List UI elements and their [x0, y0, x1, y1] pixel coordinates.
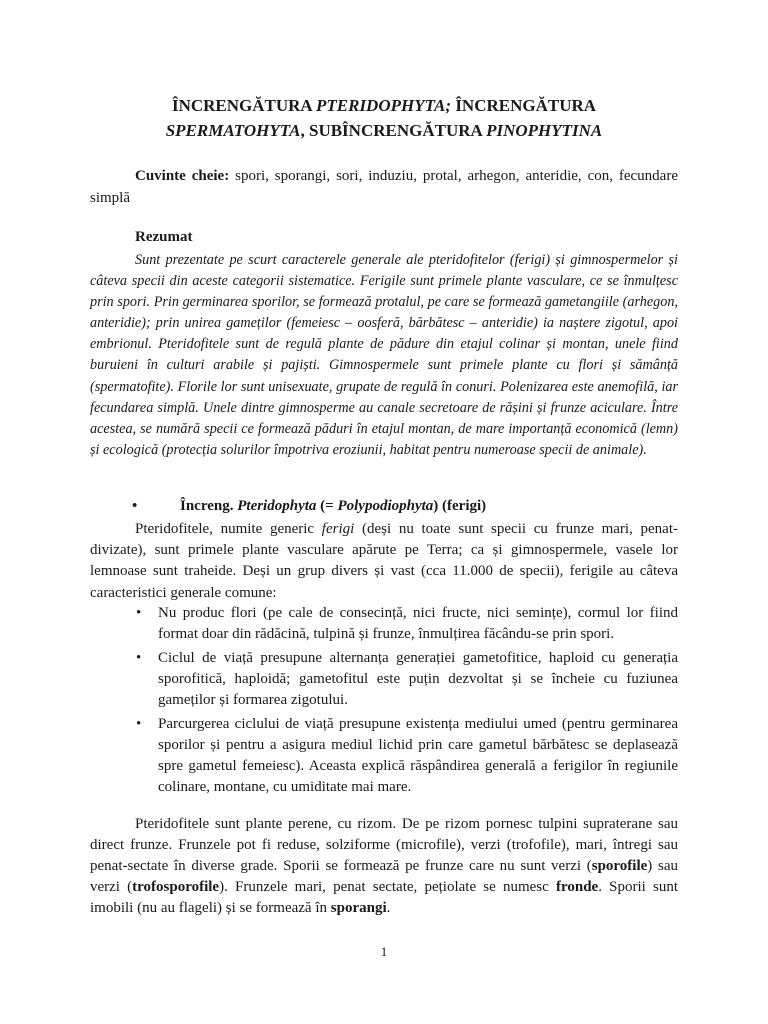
section-heading — [132, 498, 486, 515]
document-title — [90, 93, 678, 143]
body-paragraph-2 — [90, 814, 678, 919]
section-taxon: Pteridophyta — [237, 498, 317, 514]
abstract-heading: Rezumat — [135, 229, 193, 245]
section-heading-text: (= — [316, 498, 338, 514]
page-number: 1 — [380, 944, 388, 959]
list-item: • Ciclul de viață presupune alternanța generației gametofitice, haploid cu generația sporofitică, haploidă; gametofitul este puțin dezvoltat și se încheie cu fuziunea gameților și formarea zigotului. — [90, 648, 678, 711]
list-item: • Parcurgerea ciclului de viață presupune existența mediului umed (pentru germinarea sporilor și pentru a asigura mediul lichid prin care gametul bărbătesc se deplasează spre gametul femeiesc). Aceasta explică răspândirea generală a ferigilor în regiunile colinare, montane, cu umiditate mai mare. — [90, 714, 678, 798]
section-bullet: • — [132, 498, 138, 514]
term-sporangi: sporangi — [330, 900, 387, 917]
title-line-1 — [90, 93, 678, 118]
paragraph-text: ) sau verzi ( — [90, 858, 678, 896]
title-taxon-pteridophyta: PTERIDOPHYTA; — [316, 96, 452, 115]
abstract-text: Sunt prezentate pe scurt caracterele generale ale pteridofitelor (ferigi) și gimnospermelor și câteva specii din aceste categorii sistematice. Ferigile sunt primele plante vasculare, ce se înmulțesc prin spori. Prin germinarea sporilor, se formează protalul, pe care se formează gametangiile (arhegon, anteridie); prin unirea gameților (femeiesc – oosferă, bărbătesc – anteridie) ia naștere zigotul, apoi embrionul. Pteridofitele sunt de regulă plante de pădure din etajul colinar și montan, unele fiind buruieni în culturi arabile și pajiști. Gimnospermele sunt primele plante cu flori și sămânță (spermatofite). Florile lor sunt unisexuate, grupate de regulă în conuri. Polenizarea este anemofilă, iar fecundarea simplă. Unele dintre gimnosperme au canale secretoare de rășini și frunze aciculare. Între acestea, se numără specii ce formează păduri în etajul montan, de mare importanță economică (lemn) și ecologică (protecția solurilor împotriva eroziunii, habitat pentru numeroase specii de animale). — [90, 252, 678, 458]
term-fronde: fronde — [555, 879, 599, 896]
body-paragraph-1 — [90, 519, 678, 604]
term-trofosporofile: trofosporofile — [132, 879, 220, 896]
keywords-label: Cuvinte cheie: — [135, 168, 230, 184]
section-heading-text: Încreng. — [180, 498, 238, 514]
title-text: , SUBÎNCRENGĂTURA — [300, 121, 487, 140]
characteristics-list — [90, 603, 678, 801]
paragraph-text: Pteridofitele sunt plante perene, cu rizom. De pe rizom pornesc tulpini supraterane sau direct frunze. Frunzele pot fi reduse, solziforme (microfile), verzi (trofofile), mari, întregi sau penat-sectate în diverse grade. Sporii se formează pe frunze care nu sunt verzi ( — [90, 816, 678, 875]
list-item: • Nu produc flori (pe cale de consecință, nici fructe, nici semințe), cormul lor fiind format doar din rădăcină, tulpină și frunze, înmulțirea făcându-se prin spori. — [90, 603, 678, 645]
title-text: ÎNCRENGĂTURA — [171, 96, 316, 115]
keywords-text: spori, sporangi, sori, induziu, protal, arhegon, anteridie, con, fecundare simplă — [90, 168, 678, 206]
keywords-paragraph — [90, 166, 678, 209]
section-heading-text: ) (ferigi) — [433, 498, 487, 514]
emphasis-ferigi: ferigi — [321, 521, 355, 537]
paragraph-text: . — [386, 900, 391, 917]
paragraph-text: (deși nu toate sunt specii cu frunze mari, penat-divizate), sunt primele plante vasculare apărute pe Terra; ca și gimnospermele, vasele lor lemnoase sunt traheide. Deși un grup divers și vast (cca 11.000 de specii), ferigile au câteva caracteristici generale comune: — [90, 521, 678, 601]
title-taxon-pinophytina: PINOPHYTINA — [486, 121, 603, 140]
title-line-2 — [90, 118, 678, 143]
section-taxon-synonym: Polypodiophyta — [337, 498, 434, 514]
paragraph-text: Pteridofitele, numite generic — [135, 521, 322, 537]
title-text: ÎNCRENGĂTURA — [451, 96, 597, 115]
paragraph-text: ). Frunzele mari, penat sectate, pețiolate se numesc — [219, 879, 556, 896]
term-sporofile: sporofile — [591, 858, 648, 875]
title-taxon-spermatophyta: SPERMATOHYTA — [165, 121, 301, 140]
paragraph-text: . Sporii sunt imobili (nu au flageli) și se formează în — [90, 879, 678, 917]
